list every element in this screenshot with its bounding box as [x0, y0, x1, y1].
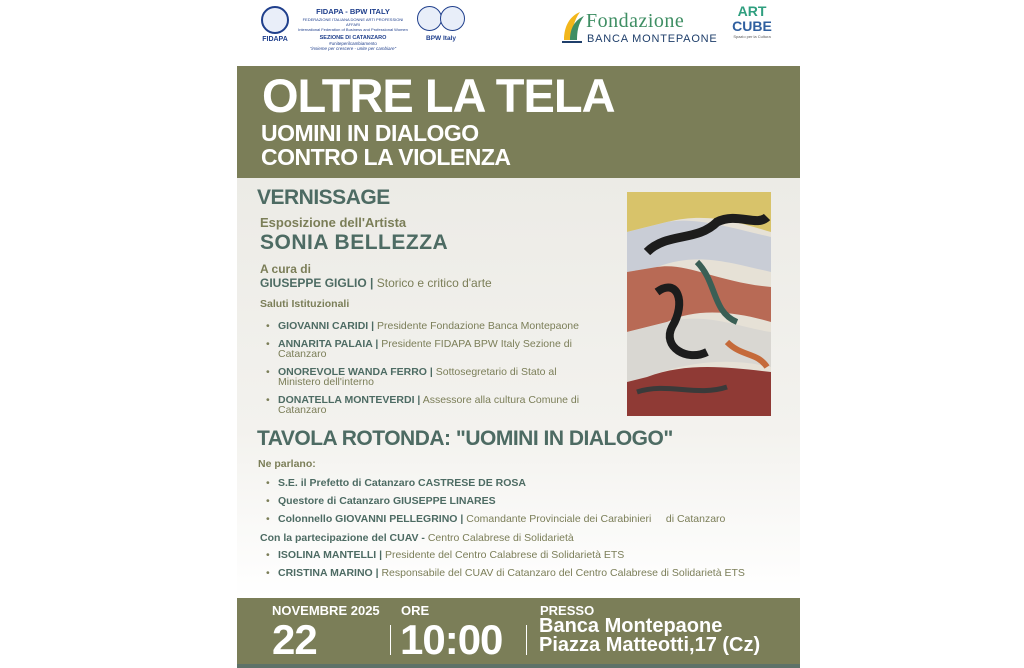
event-month-year: NOVEMBRE 2025: [272, 603, 380, 618]
speakers-label: Ne parlano:: [258, 458, 316, 470]
fidapa-line2: FEDERAZIONE ITALIANA DONNE ARTI PROFESSIONI AFFARI: [302, 17, 404, 27]
greeting-name: ONOREVOLE WANDA FERRO |: [278, 366, 433, 378]
place-line2: Piazza Matteotti,17 (Cz): [539, 634, 761, 656]
greeting-name: GIOVANNI CARIDI |: [278, 320, 375, 332]
exhibition-label: Esposizione dell'Artista: [260, 215, 407, 230]
subtitle-line1: UOMINI IN DIALOGO: [261, 120, 479, 146]
divider: [526, 625, 527, 655]
place-line1: Banca Montepaone: [539, 615, 723, 637]
fondazione-bottom-text: BANCA MONTEPAONE: [587, 33, 718, 45]
bpw-logo: [414, 6, 468, 50]
page-title: OLTRE LA TELA: [262, 69, 615, 122]
greeting-role: Presidente Fondazione Banca Montepaone: [374, 320, 579, 332]
list-item: [262, 496, 782, 506]
fondazione-leaf-icon: [560, 10, 586, 44]
fidapa-hashtag: #uniteperilcambiamento: [329, 41, 377, 46]
participant-name: CRISTINA MARINO |: [278, 567, 379, 579]
speaker-role: Comandante Provinciale dei Carabinieri di Catanzaro: [463, 513, 726, 525]
fidapa-logo: [258, 6, 292, 50]
event-day: 22: [272, 616, 317, 663]
list-item: [262, 367, 602, 387]
fondazione-logo: [560, 8, 718, 48]
curator: [260, 276, 492, 290]
place-label: PRESSO: [540, 603, 595, 618]
curated-label: A cura di: [260, 262, 311, 276]
speaker-name: Questore di Catanzaro GIUSEPPE LINARES: [278, 495, 496, 507]
participant-role: Presidente del Centro Calabrese di Solidarietà ETS: [382, 549, 625, 561]
artist-name: SONIA BELLEZZA: [260, 231, 449, 254]
globe-icon: [416, 6, 466, 32]
time-label: ORE: [401, 603, 430, 618]
art-cube-line2: CUBE: [732, 18, 772, 34]
curator-role: Storico e critico d'arte: [373, 276, 492, 290]
participant-role: Responsabile del CUAV di Catanzaro del Centro Calabrese di Solidarietà ETS: [378, 567, 745, 579]
greetings-list: [262, 321, 602, 423]
fidapa-emblem-icon: [261, 6, 289, 34]
curator-name: GIUSEPPE GIGLIO |: [260, 276, 374, 290]
list-item: [262, 550, 782, 560]
art-cube-line3: Spazio per la Cultura: [733, 34, 771, 39]
fondazione-top-text: Fondazione: [586, 10, 685, 32]
subtitle-line2: CONTRO LA VIOLENZA: [261, 144, 511, 170]
list-item: [262, 568, 782, 578]
greeting-role: Assessore alla cultura Comune di Catanzaro: [278, 394, 580, 416]
speakers-list: [262, 478, 782, 532]
date-band-bottom-line: [237, 664, 800, 668]
list-item: [262, 339, 602, 359]
fidapa-text-block: [298, 7, 408, 51]
art-cube-line1: ART: [737, 3, 767, 19]
list-item: [262, 395, 602, 415]
fidapa-motto: "insieme per crescere - unite per cambiare": [309, 46, 397, 51]
bpw-logo-label: BPW Italy: [426, 35, 456, 42]
fidapa-title: FIDAPA - BPW ITALY: [316, 7, 390, 16]
artwork-painting: [627, 192, 771, 416]
participation-org: Centro Calabrese di Solidarietà: [424, 532, 574, 544]
fidapa-line3: International Federation of Business and Professional Women: [298, 27, 408, 32]
speaker-name: S.E. il Prefetto di Catanzaro CASTRESE DE ROSA: [278, 477, 526, 489]
greetings-label: Saluti Istituzionali: [260, 298, 350, 310]
fidapa-logo-label: FIDAPA: [262, 36, 288, 43]
participants-list: [262, 550, 782, 586]
greeting-role: Sottosegretario di Stato al Ministero dell'interno: [278, 366, 557, 388]
tavola-heading: TAVOLA ROTONDA: "UOMINI IN DIALOGO": [257, 427, 673, 450]
vernissage-heading: VERNISSAGE: [257, 186, 390, 209]
greeting-name: DONATELLA MONTEVERDI |: [278, 394, 421, 406]
participation-label: Con la partecipazione del CUAV -: [260, 532, 425, 544]
list-item: [262, 321, 602, 331]
greeting-name: ANNARITA PALAIA |: [278, 338, 379, 350]
greeting-role: Presidente FIDAPA BPW Italy Sezione di Catanzaro: [278, 338, 572, 360]
art-cube-logo: [730, 4, 774, 52]
participation-line: [260, 532, 574, 544]
divider: [390, 625, 391, 655]
event-time: 10:00: [400, 616, 503, 663]
speaker-name: Colonnello GIOVANNI PELLEGRINO |: [278, 513, 464, 525]
list-item: [262, 514, 782, 524]
fidapa-section: SEZIONE DI CATANZARO: [319, 35, 387, 41]
list-item: [262, 478, 782, 488]
participant-name: ISOLINA MANTELLI |: [278, 549, 383, 561]
